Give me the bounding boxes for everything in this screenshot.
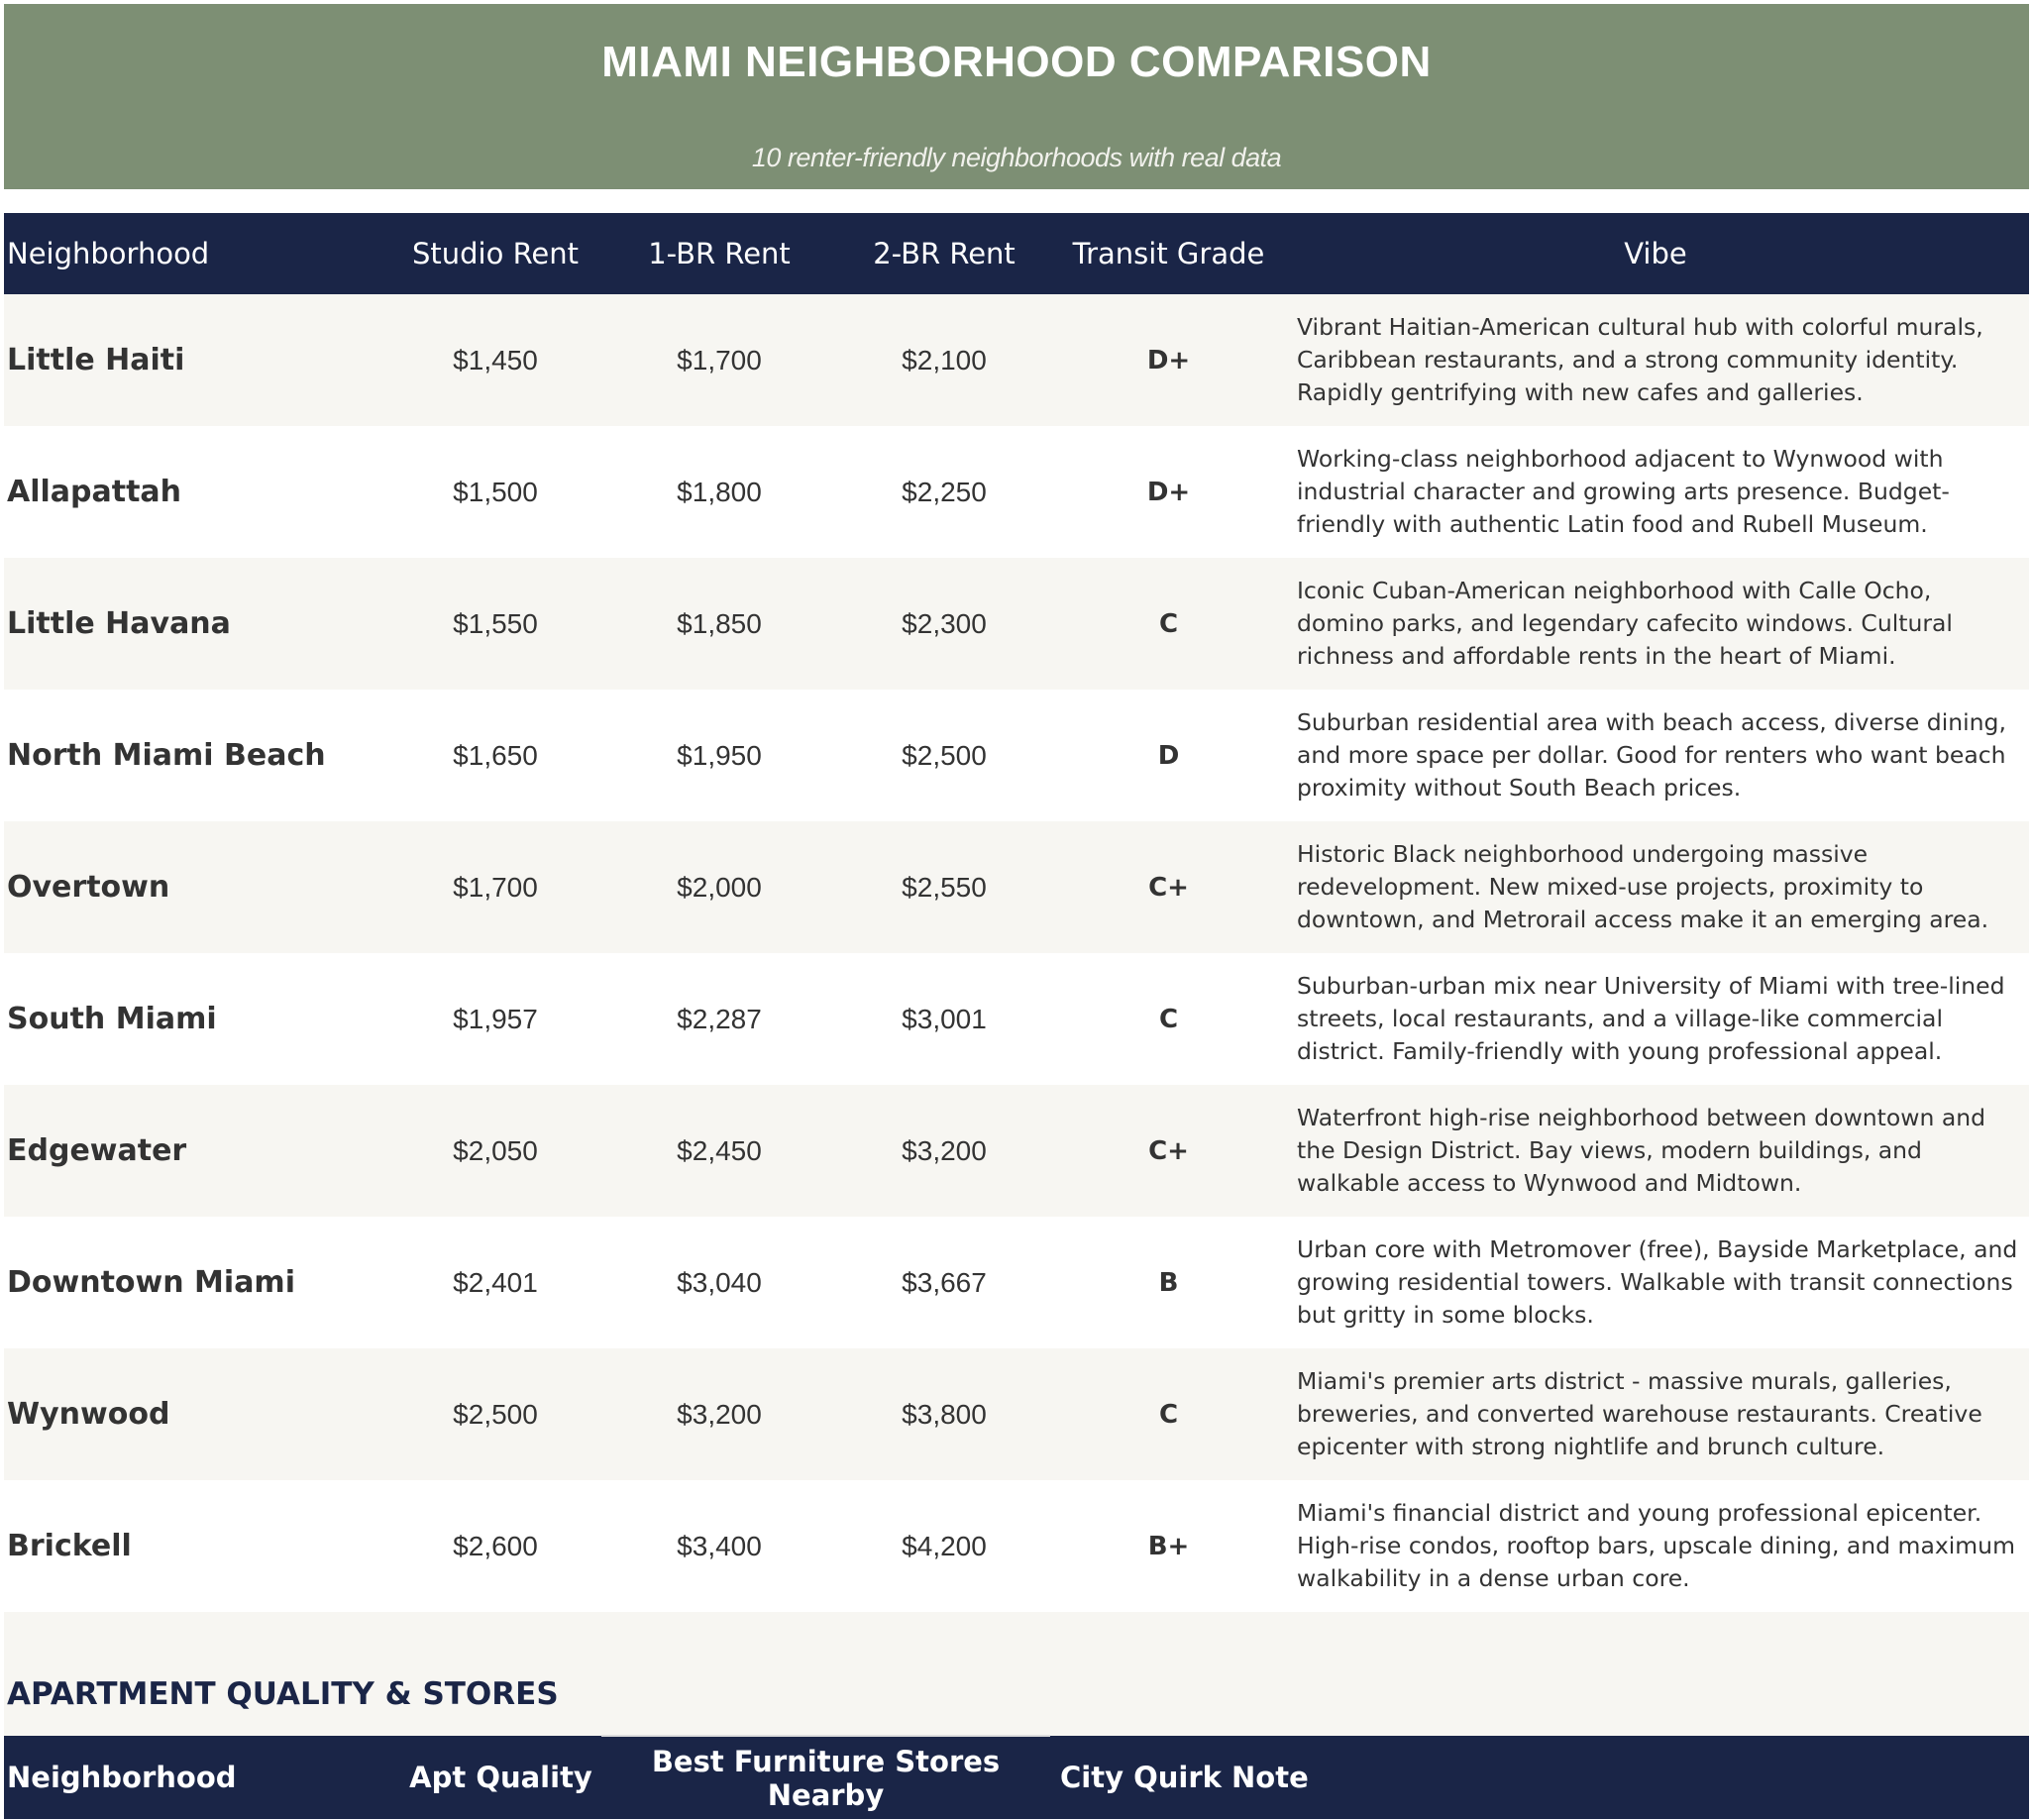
table-row bbox=[4, 690, 2029, 821]
studio-rent: $1,500 bbox=[453, 476, 538, 507]
two-br-rent: $3,667 bbox=[902, 1266, 987, 1298]
neighborhood-name: Little Haiti bbox=[7, 343, 185, 377]
transit-grade: D+ bbox=[1146, 345, 1191, 375]
one-br-rent: $1,950 bbox=[677, 739, 762, 771]
vibe-description: Waterfront high-rise neighborhood between downtown and the Design District. Bay views, modern buildings, and walkable access to Wynwood and Midtown. bbox=[1297, 1104, 1986, 1197]
two-br-rent: $2,250 bbox=[902, 476, 987, 507]
vibe-description: Miami's financial district and young professional epicenter. High-rise condos, rooftop bars, upscale dining, and maximum walkability in a dense urban core. bbox=[1297, 1499, 2015, 1592]
neighborhood-name: South Miami bbox=[7, 1002, 217, 1036]
column-header-neighborhood: Neighborhood bbox=[7, 1761, 237, 1794]
vibe-description: Urban core with Metromover (free), Bayside Marketplace, and growing residential towers. Walkable with transit connections but gritty in some blocks. bbox=[1297, 1235, 2018, 1329]
transit-grade: C bbox=[1158, 1004, 1179, 1034]
vibe-description: Historic Black neighborhood undergoing massive redevelopment. New mixed-use projects, proximity to downtown, and Metrorail access make it an emerging area. bbox=[1297, 840, 1989, 933]
neighborhood-name: Downtown Miami bbox=[7, 1265, 295, 1300]
vibe-description: Working-class neighborhood adjacent to Wynwood with industrial character and growing arts presence. Budget-friendly with authentic Latin food and Rubell Museum. bbox=[1297, 445, 1950, 538]
transit-grade: B bbox=[1158, 1267, 1179, 1298]
studio-rent: $1,450 bbox=[453, 344, 538, 375]
table-row bbox=[4, 558, 2029, 690]
neighborhood-name: Overtown bbox=[7, 870, 170, 905]
column-header-apt-quality: Apt Quality bbox=[409, 1761, 592, 1794]
column-header-neighborhood: Neighborhood bbox=[7, 237, 210, 270]
transit-grade: D+ bbox=[1146, 477, 1191, 507]
column-header-vibe: Vibe bbox=[1624, 237, 1687, 270]
vibe-description: Iconic Cuban-American neighborhood with Calle Ocho, domino parks, and legendary cafecito windows. Cultural richness and affordable rents in the heart of Miami. bbox=[1297, 577, 1953, 670]
transit-grade: D bbox=[1157, 740, 1180, 771]
transit-grade: C bbox=[1158, 608, 1179, 639]
vibe-description: Miami's premier arts district - massive murals, galleries, breweries, and converted warehouse restaurants. Creative epicenter with strong nightlife and brunch culture. bbox=[1297, 1367, 1982, 1460]
two-br-rent: $2,300 bbox=[902, 607, 987, 639]
one-br-rent: $1,700 bbox=[677, 344, 762, 375]
two-br-rent: $3,800 bbox=[902, 1398, 987, 1430]
table-header-row bbox=[4, 213, 2029, 294]
two-br-rent: $4,200 bbox=[902, 1530, 987, 1561]
one-br-rent: $3,040 bbox=[677, 1266, 762, 1298]
table-row bbox=[4, 1217, 2029, 1348]
table-row bbox=[4, 1348, 2029, 1480]
two-br-rent: $3,001 bbox=[902, 1003, 987, 1034]
table-row bbox=[4, 1480, 2029, 1612]
transit-grade: C bbox=[1158, 1399, 1179, 1430]
studio-rent: $1,957 bbox=[453, 1003, 538, 1034]
transit-grade: C+ bbox=[1148, 1135, 1189, 1166]
one-br-rent: $2,450 bbox=[677, 1134, 762, 1166]
column-header-studio-rent: Studio Rent bbox=[411, 237, 580, 270]
apartment-quality-table bbox=[4, 1735, 2029, 1819]
column-header-furniture-stores: Best Furniture Stores Nearby bbox=[601, 1736, 1050, 1819]
table-row bbox=[4, 1085, 2029, 1217]
column-header-city-quirk-note: City Quirk Note bbox=[1060, 1761, 1309, 1794]
one-br-rent: $1,850 bbox=[677, 607, 762, 639]
header-banner bbox=[4, 4, 2029, 189]
one-br-rent: $2,287 bbox=[677, 1003, 762, 1034]
studio-rent: $2,600 bbox=[453, 1530, 538, 1561]
column-header-2br-rent: 2-BR Rent bbox=[873, 237, 1016, 270]
table-row bbox=[4, 953, 2029, 1085]
neighborhood-comparison-table bbox=[4, 213, 2029, 1612]
one-br-rent: $3,400 bbox=[677, 1530, 762, 1561]
column-header-1br-rent: 1-BR Rent bbox=[648, 237, 791, 270]
vibe-description: Suburban residential area with beach access, diverse dining, and more space per dollar. Good for renters who want beach proximity without South Beach prices. bbox=[1297, 708, 2006, 802]
table-row bbox=[4, 294, 2029, 426]
neighborhood-name: Brickell bbox=[7, 1529, 132, 1563]
vibe-description: Vibrant Haitian-American cultural hub with colorful murals, Caribbean restaurants, and a strong community identity. Rapidly gentrifying with new cafes and galleries. bbox=[1297, 313, 1983, 406]
section-title: APARTMENT QUALITY & STORES bbox=[7, 1676, 559, 1712]
neighborhood-name: Little Havana bbox=[7, 606, 231, 641]
one-br-rent: $1,800 bbox=[677, 476, 762, 507]
two-br-rent: $3,200 bbox=[902, 1134, 987, 1166]
two-br-rent: $2,550 bbox=[902, 871, 987, 903]
page-subtitle: 10 renter-friendly neighborhoods with real data bbox=[751, 143, 1282, 172]
studio-rent: $2,500 bbox=[453, 1398, 538, 1430]
transit-grade: C+ bbox=[1148, 872, 1189, 903]
vibe-description: Suburban-urban mix near University of Miami with tree-lined streets, local restaurants, and a village-like commercial district. Family-friendly with young professional appeal. bbox=[1297, 972, 2005, 1065]
studio-rent: $2,050 bbox=[453, 1134, 538, 1166]
studio-rent: $1,650 bbox=[453, 739, 538, 771]
studio-rent: $1,550 bbox=[453, 607, 538, 639]
neighborhood-name: Edgewater bbox=[7, 1133, 187, 1168]
one-br-rent: $2,000 bbox=[677, 871, 762, 903]
transit-grade: B+ bbox=[1147, 1531, 1190, 1561]
neighborhood-name: North Miami Beach bbox=[7, 738, 326, 773]
table-row bbox=[4, 426, 2029, 558]
two-br-rent: $2,500 bbox=[902, 739, 987, 771]
header-spacer bbox=[4, 189, 2029, 213]
studio-rent: $1,700 bbox=[453, 871, 538, 903]
studio-rent: $2,401 bbox=[453, 1266, 538, 1298]
column-header-transit-grade: Transit Grade bbox=[1072, 237, 1265, 270]
page-title: MIAMI NEIGHBORHOOD COMPARISON bbox=[601, 38, 1432, 86]
table-row bbox=[4, 821, 2029, 953]
two-br-rent: $2,100 bbox=[902, 344, 987, 375]
table-header-row bbox=[4, 1736, 2029, 1819]
page bbox=[4, 4, 2029, 1816]
neighborhood-name: Allapattah bbox=[7, 475, 182, 509]
one-br-rent: $3,200 bbox=[677, 1398, 762, 1430]
neighborhood-name: Wynwood bbox=[7, 1397, 170, 1432]
